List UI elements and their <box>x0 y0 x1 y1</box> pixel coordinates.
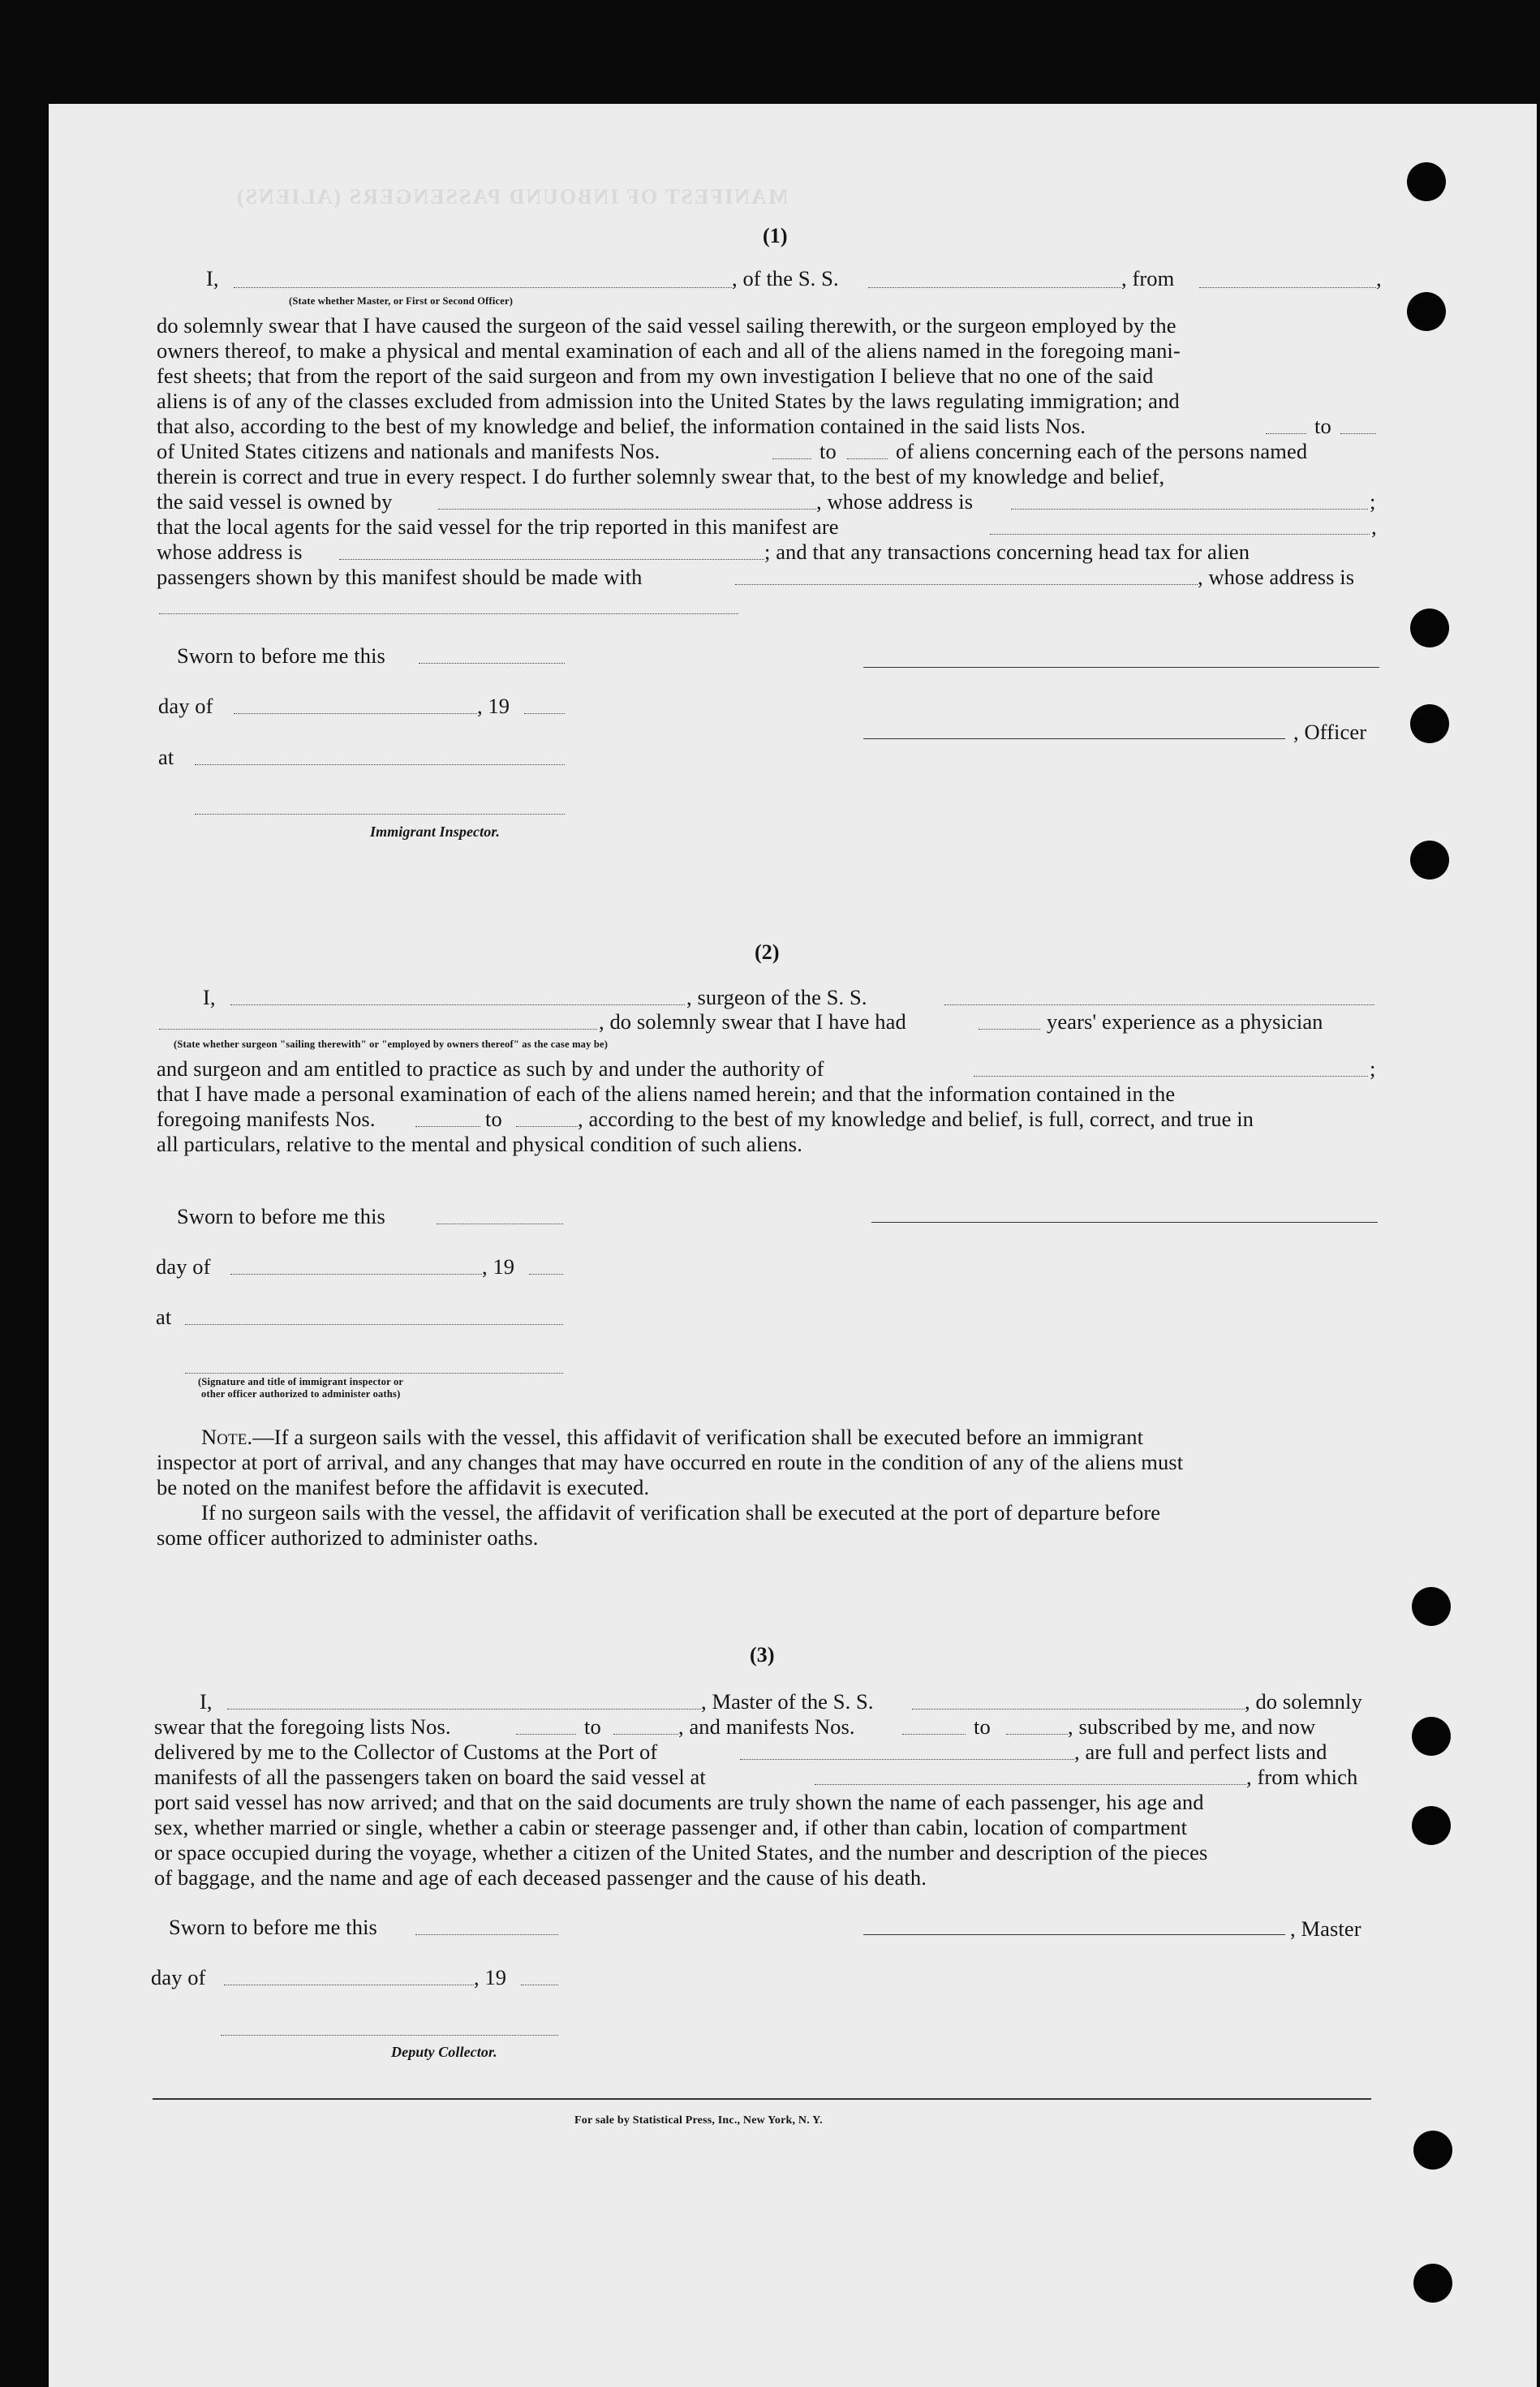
s2-line5-start: foregoing manifests Nos. <box>157 1107 376 1131</box>
departure-port-field[interactable] <box>1199 287 1376 288</box>
s1-officer-signature-line[interactable] <box>863 738 1285 739</box>
note-label: Note. <box>201 1425 253 1449</box>
note-line-4: If no surgeon sails with the vessel, the affidavit of verification shall be executed at the port of departure before <box>201 1500 1161 1525</box>
s2-year-field[interactable] <box>529 1274 563 1275</box>
s2-surgeon-caption: (State whether surgeon "sailing therewith" or "employed by owners thereof" as the case may be) <box>174 1039 609 1050</box>
s1-to-2: to <box>819 439 837 463</box>
s2-place-field[interactable] <box>185 1324 563 1325</box>
s1-comma: , <box>1371 514 1377 539</box>
s1-text-1: do solemnly swear that I have caused the surgeon of the said vessel sailing therewith, or the surgeon employed by the <box>157 313 1177 338</box>
s2-surgeon-of: , surgeon of the S. S. <box>686 985 867 1009</box>
s2-i: I, <box>203 985 216 1009</box>
s2-line4: that I have made a personal examination of each of the aliens named herein; and that the information contained in the <box>157 1082 1176 1106</box>
section-2-heading: (2) <box>755 940 780 964</box>
s3-text-4: of baggage, and the name and age of each deceased passenger and the cause of his death. <box>154 1865 927 1890</box>
s1-text-7: therein is correct and true in every respect. I do further solemnly swear that, to the best of my knowledge and belief, <box>157 464 1165 488</box>
s2-inspector-signature-field[interactable] <box>185 1373 563 1374</box>
owner-field[interactable] <box>438 509 816 510</box>
s1-inspector-caption: Immigrant Inspector. <box>370 824 501 840</box>
s2-day-of: day of <box>156 1254 211 1279</box>
s3-manifests-to-field[interactable] <box>1006 1734 1068 1735</box>
punch-hole <box>1410 841 1449 880</box>
agents-field[interactable] <box>990 534 1370 535</box>
section-3-heading: (3) <box>750 1643 775 1667</box>
punch-hole <box>1407 292 1446 331</box>
s1-at: at <box>158 745 174 769</box>
s1-text-8: the said vessel is owned by <box>157 489 393 514</box>
s1-year-field[interactable] <box>524 713 565 714</box>
s2-sig-caption-1: (Signature and title of immigrant inspector or <box>198 1376 404 1387</box>
s1-text-6: of United States citizens and nationals and manifests Nos. <box>157 439 660 463</box>
s2-authority-field[interactable] <box>974 1076 1368 1077</box>
s1-text-2: owners thereof, to make a physical and mental examination of each and all of the aliens named in the foregoing mani- <box>157 338 1181 363</box>
agents-address-field[interactable] <box>339 559 764 560</box>
s2-line3: and surgeon and am entitled to practice as such by and under the authority of <box>157 1056 824 1081</box>
owner-address-field[interactable] <box>1011 509 1368 510</box>
s3-day-of: day of <box>151 1965 206 1989</box>
vessel-name-field[interactable] <box>868 287 1121 288</box>
s2-vessel-field[interactable] <box>944 1004 1374 1005</box>
lists-from-field[interactable] <box>1266 433 1306 434</box>
s2-signature-line[interactable] <box>871 1222 1378 1223</box>
s3-collector-caption: Deputy Collector. <box>391 2044 497 2060</box>
s2-semicolon: ; <box>1370 1056 1376 1081</box>
s3-year: , 19 <box>474 1965 507 1989</box>
note-line-2: inspector at port of arrival, and any changes that may have occurred en route in the condition of any of the aliens must <box>157 1450 1184 1474</box>
s2-month-field[interactable] <box>230 1274 482 1275</box>
s3-collector-signature-field[interactable] <box>221 2035 558 2036</box>
s2-sig-caption-2: other officer authorized to administer oaths) <box>201 1388 401 1400</box>
note-line-1 <box>201 1425 1143 1450</box>
s1-signature-line[interactable] <box>863 667 1379 668</box>
s3-line2-start: swear that the foregoing lists Nos. <box>154 1714 451 1739</box>
s3-full-perfect: , are full and perfect lists and <box>1074 1740 1327 1764</box>
lists-to-field[interactable] <box>1340 433 1376 434</box>
s1-text-9: that the local agents for the said vessel for the trip reported in this manifest are <box>157 514 839 539</box>
s1-aliens-concerning: of aliens concerning each of the persons named <box>896 439 1308 463</box>
punch-hole <box>1412 1587 1451 1626</box>
s1-whose-address-end: , whose address is <box>1198 565 1355 589</box>
s1-year: , 19 <box>477 694 510 718</box>
s1-sworn: Sworn to before me this <box>177 643 385 668</box>
s2-line2: , do solemnly swear that I have had <box>599 1009 906 1034</box>
s2-sworn: Sworn to before me this <box>177 1204 385 1228</box>
printer-imprint: For sale by Statistical Press, Inc., New York, N. Y. <box>574 2114 823 2127</box>
s1-text-10: whose address is <box>157 540 303 564</box>
s1-month-field[interactable] <box>234 713 477 714</box>
s1-text-3: fest sheets; that from the report of the said surgeon and from my own investigation I believe that no one of the said <box>157 363 1154 388</box>
punch-hole <box>1407 162 1446 201</box>
s2-line5-end: , according to the best of my knowledge and belief, is full, correct, and true in <box>578 1107 1254 1131</box>
note-line-5: some officer authorized to administer oaths. <box>157 1525 539 1550</box>
s2-year: , 19 <box>482 1254 515 1279</box>
s3-embark-port-field[interactable] <box>815 1784 1246 1785</box>
s3-from-which: , from which <box>1246 1765 1358 1789</box>
s3-solemnly: , do solemnly <box>1245 1689 1362 1714</box>
s3-to-2: to <box>974 1714 991 1739</box>
s3-line4-start: manifests of all the passengers taken on board the said vessel at <box>154 1765 706 1789</box>
punch-hole <box>1412 1717 1451 1756</box>
s3-text-2: sex, whether married or single, whether a cabin or steerage passenger and, if other than cabin, location of compartment <box>154 1815 1188 1839</box>
s2-at: at <box>156 1305 172 1329</box>
note-text-1: —If a surgeon sails with the vessel, this affidavit of verification shall be executed before an immigrant <box>252 1425 1144 1449</box>
s2-years: years' experience as a physician <box>1047 1009 1323 1034</box>
s1-text-5: that also, according to the best of my knowledge and belief, the information contained in the said lists Nos. <box>157 414 1086 438</box>
s3-lists-to-field[interactable] <box>613 1734 678 1735</box>
s3-master-name-field[interactable] <box>227 1709 701 1710</box>
s3-master-signature-line[interactable] <box>863 1934 1285 1935</box>
s3-sworn: Sworn to before me this <box>169 1915 377 1939</box>
s3-master-of: , Master of the S. S. <box>701 1689 874 1714</box>
s2-years-field[interactable] <box>979 1029 1040 1030</box>
punch-hole <box>1413 2264 1452 2303</box>
manifests-from-field[interactable] <box>772 458 811 459</box>
punch-hole <box>1410 609 1449 647</box>
s3-port-field[interactable] <box>740 1759 1074 1760</box>
s3-lists-from-field[interactable] <box>516 1734 576 1735</box>
punch-hole <box>1413 2131 1452 2170</box>
s3-manifests-from-field[interactable] <box>902 1734 966 1735</box>
s2-manifests-from-field[interactable] <box>415 1126 480 1127</box>
s3-subscribed: , subscribed by me, and now <box>1068 1714 1316 1739</box>
s1-i: I, <box>206 266 219 290</box>
officer-name-field[interactable] <box>234 287 732 288</box>
head-tax-party-field[interactable] <box>735 584 1198 585</box>
officer-caption: (State whether Master, or First or Second Officer) <box>289 295 514 307</box>
s1-place-field[interactable] <box>195 764 565 765</box>
s1-whose-address: , whose address is <box>816 489 974 514</box>
s2-to: to <box>485 1107 502 1131</box>
note-line-3: be noted on the manifest before the affidavit is executed. <box>157 1475 650 1499</box>
s3-line3-start: delivered by me to the Collector of Customs at the Port of <box>154 1740 658 1764</box>
head-tax-address-field[interactable] <box>159 613 738 614</box>
manifests-to-field[interactable] <box>847 458 888 459</box>
s3-vessel-field[interactable] <box>912 1709 1245 1710</box>
s2-surgeon-name-field[interactable] <box>230 1004 685 1005</box>
s2-status-field[interactable] <box>159 1029 597 1030</box>
s2-manifests-to-field[interactable] <box>516 1126 578 1127</box>
s2-line6: all particulars, relative to the mental and physical condition of such aliens. <box>157 1132 802 1156</box>
s1-text-11: passengers shown by this manifest should be made with <box>157 565 643 589</box>
s3-manifests-nos: , and manifests Nos. <box>678 1714 855 1739</box>
s3-text-3: or space occupied during the voyage, whether a citizen of the United States, and the number and description of the pieces <box>154 1840 1208 1864</box>
s1-of-ss: , of the S. S. <box>732 266 839 290</box>
s1-text-4: aliens is of any of the classes excluded from admission into the United States by the laws regulating immigration; and <box>157 389 1180 413</box>
punch-hole <box>1410 704 1449 743</box>
s1-sworn-day-field[interactable] <box>419 663 565 664</box>
s1-to-1: to <box>1314 414 1331 438</box>
punch-hole <box>1412 1806 1451 1845</box>
s3-i: I, <box>200 1689 213 1714</box>
s1-day-of: day of <box>158 694 213 718</box>
s1-head-tax: ; and that any transactions concerning head tax for alien <box>764 540 1250 564</box>
s3-sworn-day-field[interactable] <box>415 1934 558 1935</box>
s1-from: , from <box>1121 266 1175 290</box>
s1-line1-end: , <box>1376 266 1382 290</box>
footer-divider <box>153 2098 1371 2100</box>
s1-inspector-signature-field[interactable] <box>195 814 565 815</box>
s1-officer: , Officer <box>1293 720 1367 744</box>
section-1-heading: (1) <box>763 224 788 247</box>
s1-semicolon-1: ; <box>1370 489 1376 514</box>
faded-header: MANIFEST OF INBOUND PASSENGERS (ALIENS) <box>235 185 789 209</box>
s3-master: , Master <box>1290 1916 1361 1941</box>
s3-to-1: to <box>584 1714 601 1739</box>
s3-text-1: port said vessel has now arrived; and that on the said documents are truly shown the name of each passenger, his age and <box>154 1790 1204 1814</box>
